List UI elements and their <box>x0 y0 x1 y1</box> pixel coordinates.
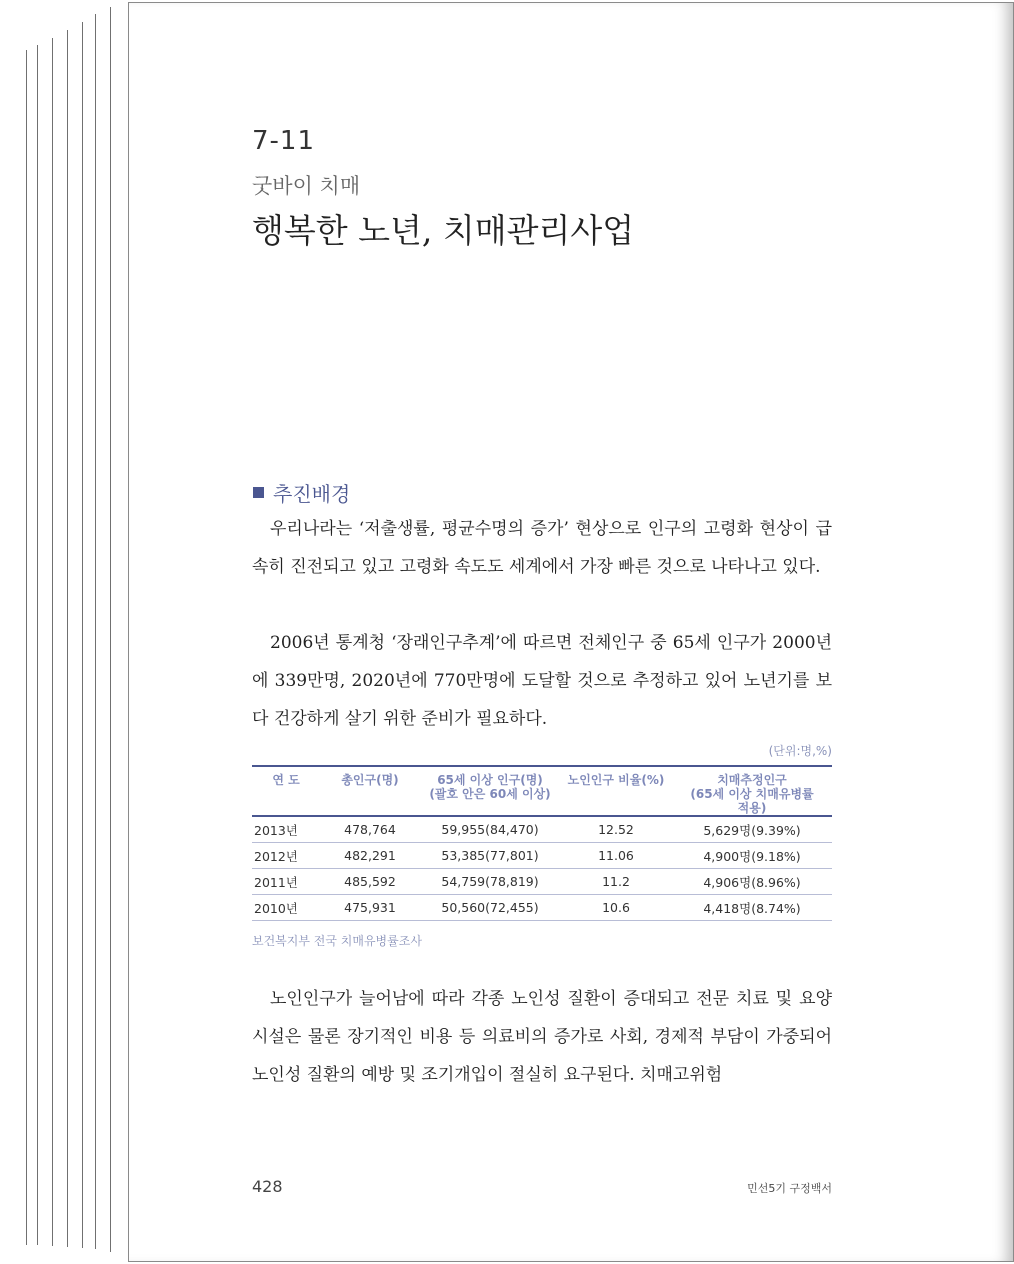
page-edge <box>26 50 27 1245</box>
paragraph-text: 우리나라는 ‘저출생률, 평균수명의 증가’ 현상으로 인구의 고령화 현상이 급속히 진전되고 있고 고령화 속도도 세계에서 가장 빠른 것으로 나타나고 있다. <box>252 519 832 577</box>
cell-year: 2011년 <box>252 869 320 895</box>
cell-ratio: 10.6 <box>560 895 672 921</box>
page-edge <box>82 22 83 1248</box>
cell-elderly: 54,759(78,819) <box>420 869 560 895</box>
header-elderly: 65세 이상 인구(명) (괄호 안은 60세 이상) <box>420 767 560 817</box>
header-total: 총인구(명) <box>320 767 420 817</box>
cell-elderly: 53,385(77,801) <box>420 843 560 869</box>
paragraph <box>252 980 832 1094</box>
chapter-subtitle: 굿바이 치매 <box>252 174 361 198</box>
page-title: 행복한 노년, 치매관리사업 <box>252 211 635 250</box>
page-edge <box>52 38 53 1246</box>
running-title: 민선5기 구정백서 <box>747 1182 832 1195</box>
table-row <box>252 817 832 843</box>
paragraph-text: 2006년 통계청 ‘장래인구추계’에 따르면 전체인구 중 65세 인구가 2000년에 339만명, 2020년에 770만명에 도달할 것으로 추정하고 있어 노년기를 보다 건강하게 살기 위한 준비가 필요하다. <box>252 633 832 729</box>
cell-ratio: 11.06 <box>560 843 672 869</box>
table-row <box>252 869 832 895</box>
header-ratio: 노인인구 비율(%) <box>560 767 672 817</box>
header-year: 연 도 <box>252 767 320 817</box>
table-header-row <box>252 767 832 817</box>
paragraph <box>252 510 832 586</box>
page-edge <box>95 14 96 1249</box>
square-bullet-icon <box>253 487 264 498</box>
page-edge <box>110 7 111 1252</box>
table-unit: (단위:명,%) <box>768 744 832 758</box>
cell-year: 2010년 <box>252 895 320 921</box>
chapter-number: 7-11 <box>252 126 316 156</box>
page-edge <box>67 30 68 1247</box>
cell-year: 2012년 <box>252 843 320 869</box>
table-row <box>252 843 832 869</box>
cell-dementia: 4,418명(8.74%) <box>672 895 832 921</box>
table-row <box>252 895 832 921</box>
section-heading: 추진배경 <box>273 482 351 506</box>
cell-ratio: 11.2 <box>560 869 672 895</box>
statistics-table <box>252 765 832 921</box>
cell-dementia: 4,900명(9.18%) <box>672 843 832 869</box>
cell-total: 485,592 <box>320 869 420 895</box>
cell-year: 2013년 <box>252 817 320 843</box>
paragraph <box>252 624 832 738</box>
page-number: 428 <box>252 1177 283 1196</box>
cell-total: 478,764 <box>320 817 420 843</box>
cell-elderly: 59,955(84,470) <box>420 817 560 843</box>
table-source: 보건복지부 전국 치매유병률조사 <box>252 934 422 948</box>
cell-dementia: 4,906명(8.96%) <box>672 869 832 895</box>
paragraph-text: 노인인구가 늘어남에 따라 각종 노인성 질환이 증대되고 전문 치료 및 요양 시설은 물론 장기적인 비용 등 의료비의 증가로 사회, 경제적 부담이 가중되어 노인성 질환의 예방 및 조기개입이 절실히 요구된다. 치매고위험 <box>252 989 832 1085</box>
cell-elderly: 50,560(72,455) <box>420 895 560 921</box>
page-edge <box>37 45 38 1245</box>
cell-ratio: 12.52 <box>560 817 672 843</box>
cell-total: 482,291 <box>320 843 420 869</box>
header-dementia: 치매추정인구 (65세 이상 치매유병률 적용) <box>672 767 832 817</box>
cell-dementia: 5,629명(9.39%) <box>672 817 832 843</box>
cell-total: 475,931 <box>320 895 420 921</box>
